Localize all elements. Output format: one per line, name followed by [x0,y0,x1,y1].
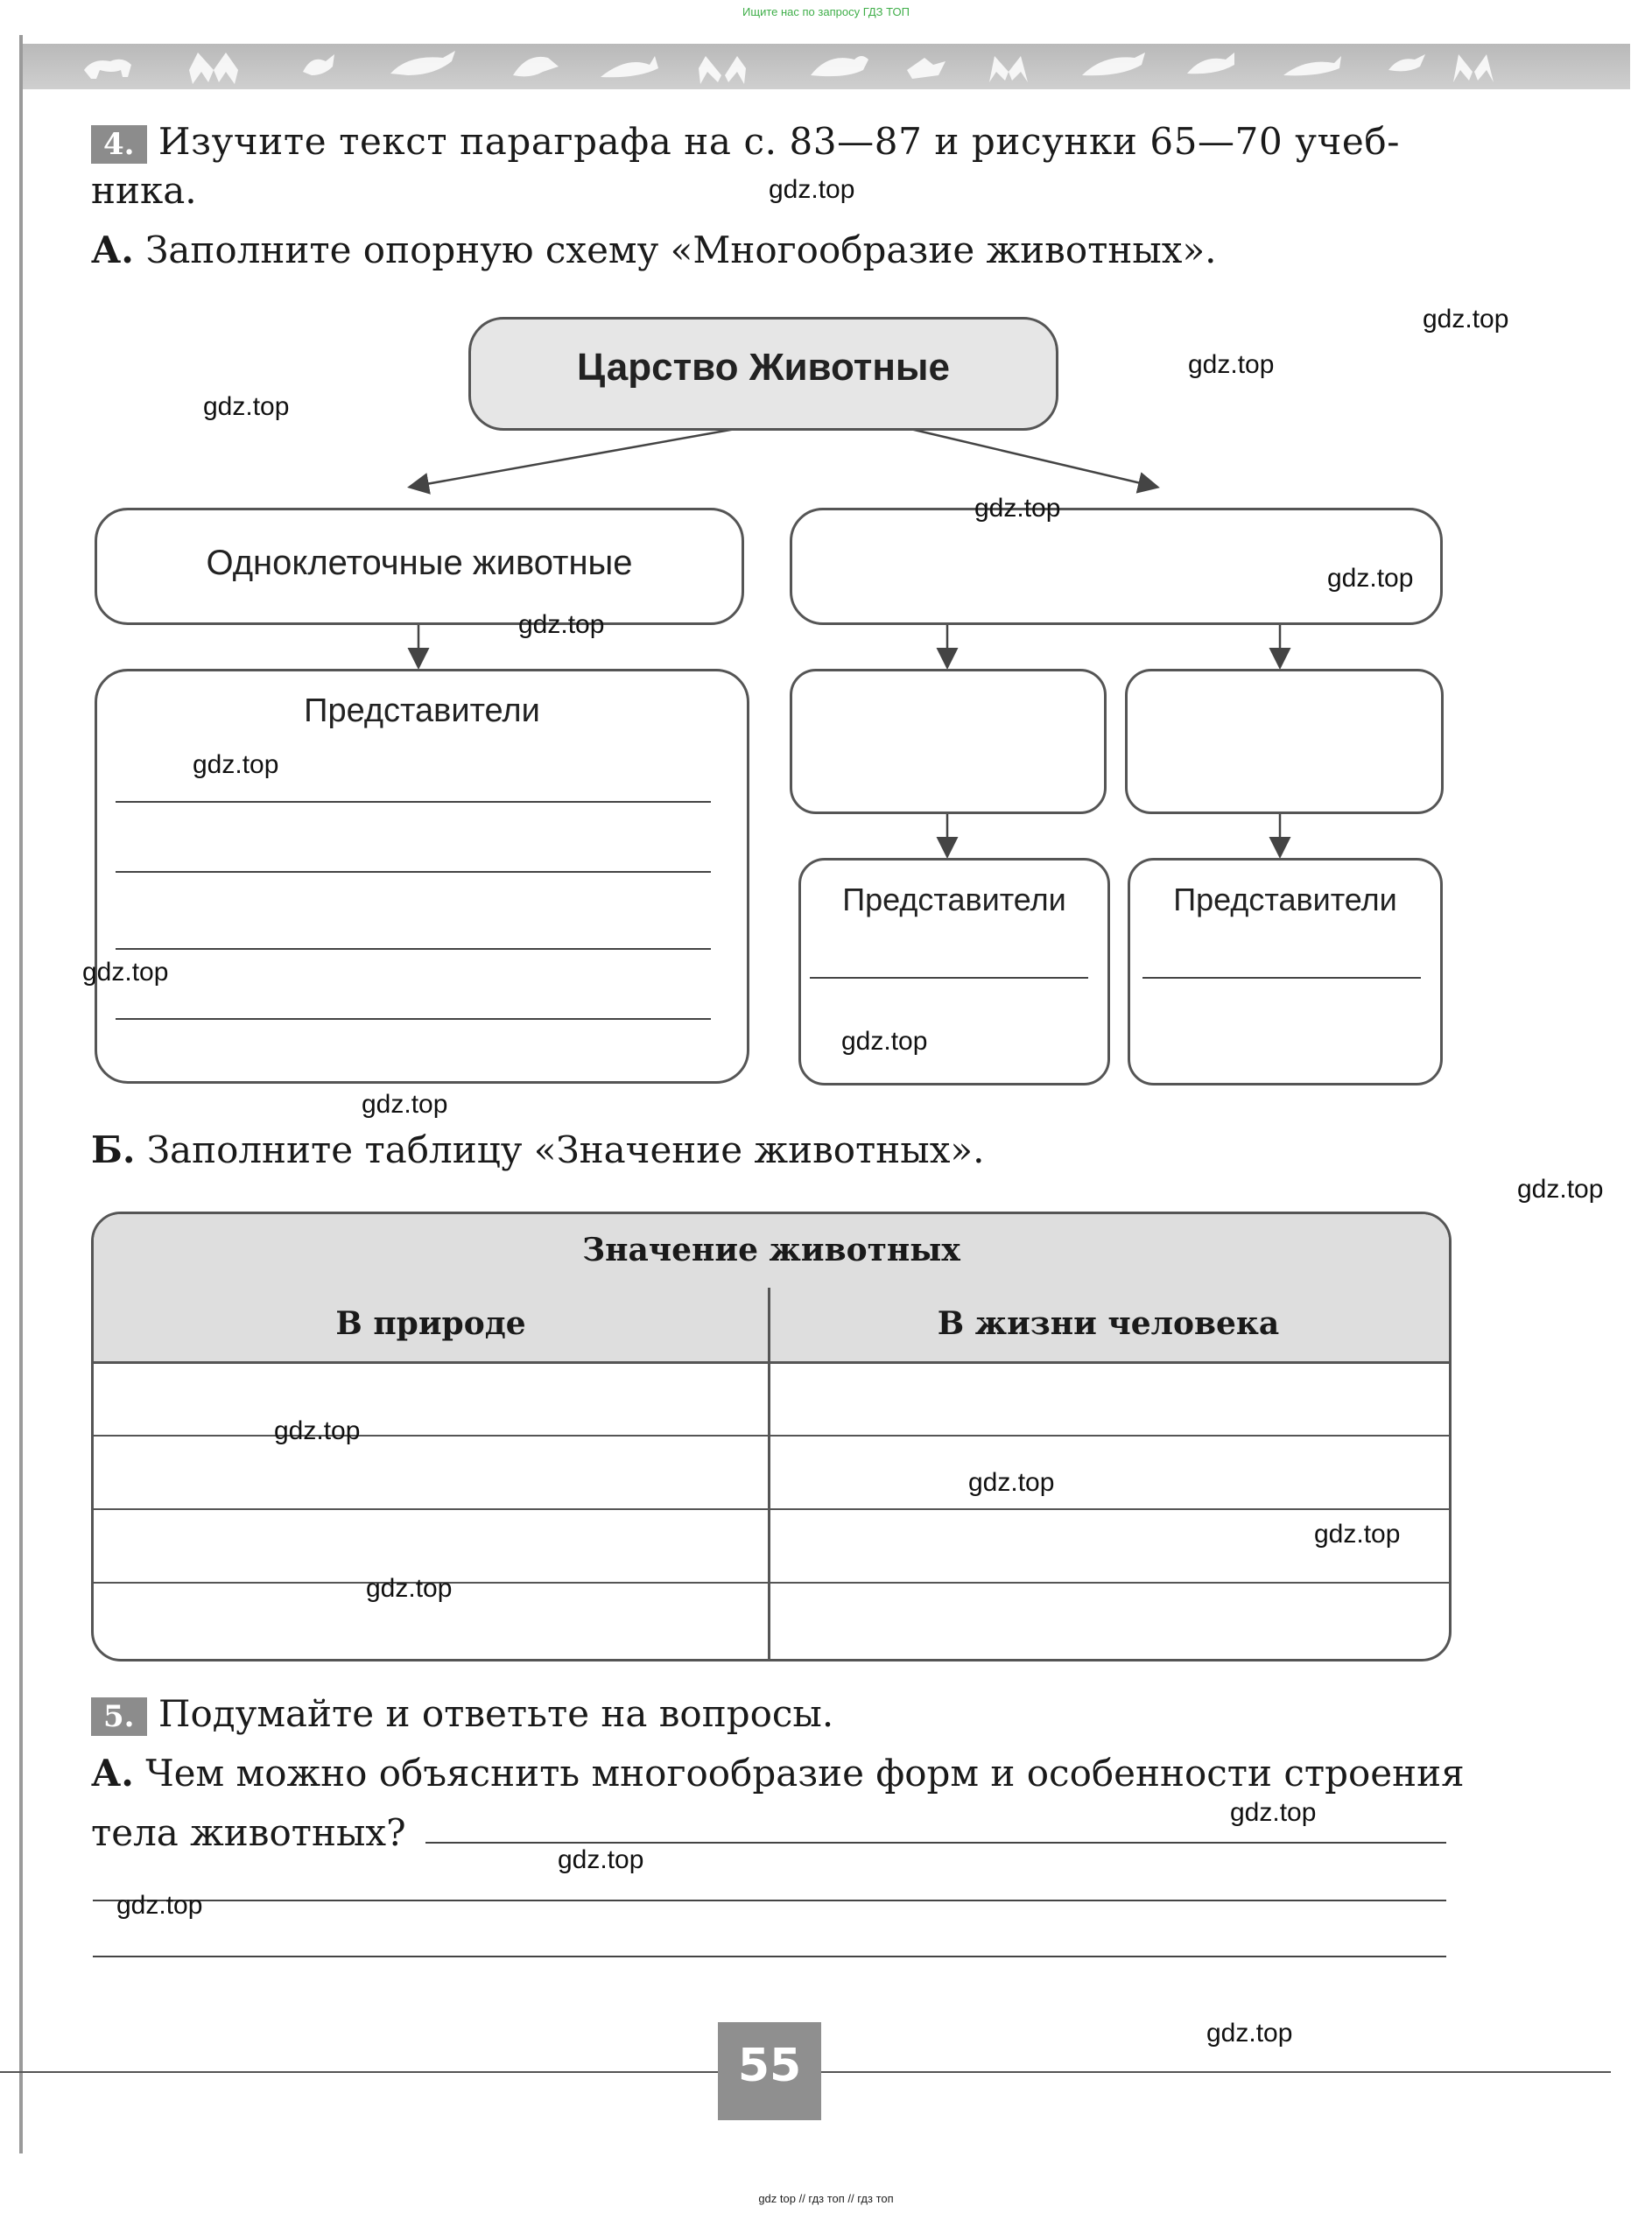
task5-number: 5. [91,1697,147,1736]
task5-text: Подумайте и ответьте на вопросы. [158,1692,834,1735]
task5-partA-line1 [91,1749,1474,1798]
task4-line2: ника. [91,169,197,212]
answer-line[interactable] [810,977,1088,979]
partA-letter: А. [91,228,134,271]
task4-number: 4. [91,125,147,164]
watermark: gdz.top [558,1845,644,1874]
answer-line[interactable] [116,1018,711,1020]
answer-line[interactable] [116,871,711,873]
watermark: gdz.top [1188,350,1275,379]
page-number: 55 [737,2040,802,2092]
right-members-box-2[interactable] [1128,858,1443,1085]
table-title-row [94,1214,1449,1290]
watermark: gdz.top [974,494,1061,523]
unicellular-label: Одноклеточные животные [206,544,633,582]
bottom-note: gdz top // гдз топ // гдз топ [758,2192,894,2205]
task4-partB [91,1126,1457,1175]
table-col2-header: В жизни человека [937,1305,1280,1342]
top-note: Ищите нас по запросу ГДЗ ТОП [742,5,910,18]
watermark: gdz.top [1327,564,1414,593]
right-members-label-2: Представители [1173,882,1397,917]
watermark: gdz.top [518,610,605,639]
answer-line[interactable] [425,1842,1446,1844]
scheme-root-box [468,317,1058,431]
task5-heading [91,1690,1457,1739]
watermark: gdz.top [841,1027,928,1056]
table-row-line [94,1582,1449,1584]
task5-partA-question: Чем можно объяснить многообразие форм и особенности строения [145,1752,1465,1795]
table-col1-header: В природе [335,1305,526,1342]
right-sub-box-1[interactable] [790,669,1107,814]
table-title: Значение животных [582,1232,960,1268]
scheme-root-label: Царство Животные [577,346,950,389]
unicellular-members-label: Представители [304,692,540,729]
watermark: gdz.top [1517,1175,1604,1204]
watermark: gdz.top [366,1574,453,1603]
watermark: gdz.top [968,1468,1055,1497]
watermark: gdz.top [362,1090,448,1119]
answer-line[interactable] [93,1900,1446,1901]
partB-letter: Б. [91,1128,136,1171]
table-header-row [94,1288,1449,1364]
answer-line[interactable] [93,1956,1446,1957]
partA-text: Заполните опорную схему «Многообразие животных». [145,228,1217,271]
task5-partA-line2: тела животных? [91,1811,406,1854]
watermark: gdz.top [203,392,290,421]
watermark: gdz.top [116,1891,203,1920]
answer-line[interactable] [116,801,711,803]
watermark: gdz.top [274,1416,361,1445]
task4-line1: Изучите текст параграфа на с. 83—87 и рисунки 65—70 учеб- [158,120,1401,163]
watermark: gdz.top [82,958,169,987]
table-divider [768,1288,770,1659]
unicellular-box[interactable] [95,508,744,625]
watermark: gdz.top [193,750,279,779]
watermark: gdz.top [1423,305,1509,334]
right-members-label-1: Представители [842,882,1066,917]
answer-line[interactable] [116,948,711,950]
task5-partA-letter: А. [91,1752,134,1795]
table-row-line [94,1508,1449,1510]
unicellular-members-box[interactable] [95,669,749,1084]
watermark: gdz.top [769,175,855,204]
watermark: gdz.top [1314,1520,1401,1549]
answer-line[interactable] [1142,977,1421,979]
watermark: gdz.top [1230,1798,1317,1827]
watermark: gdz.top [1206,2019,1293,2048]
partB-text: Заполните таблицу «Значение животных». [146,1128,985,1171]
right-sub-box-2[interactable] [1125,669,1444,814]
